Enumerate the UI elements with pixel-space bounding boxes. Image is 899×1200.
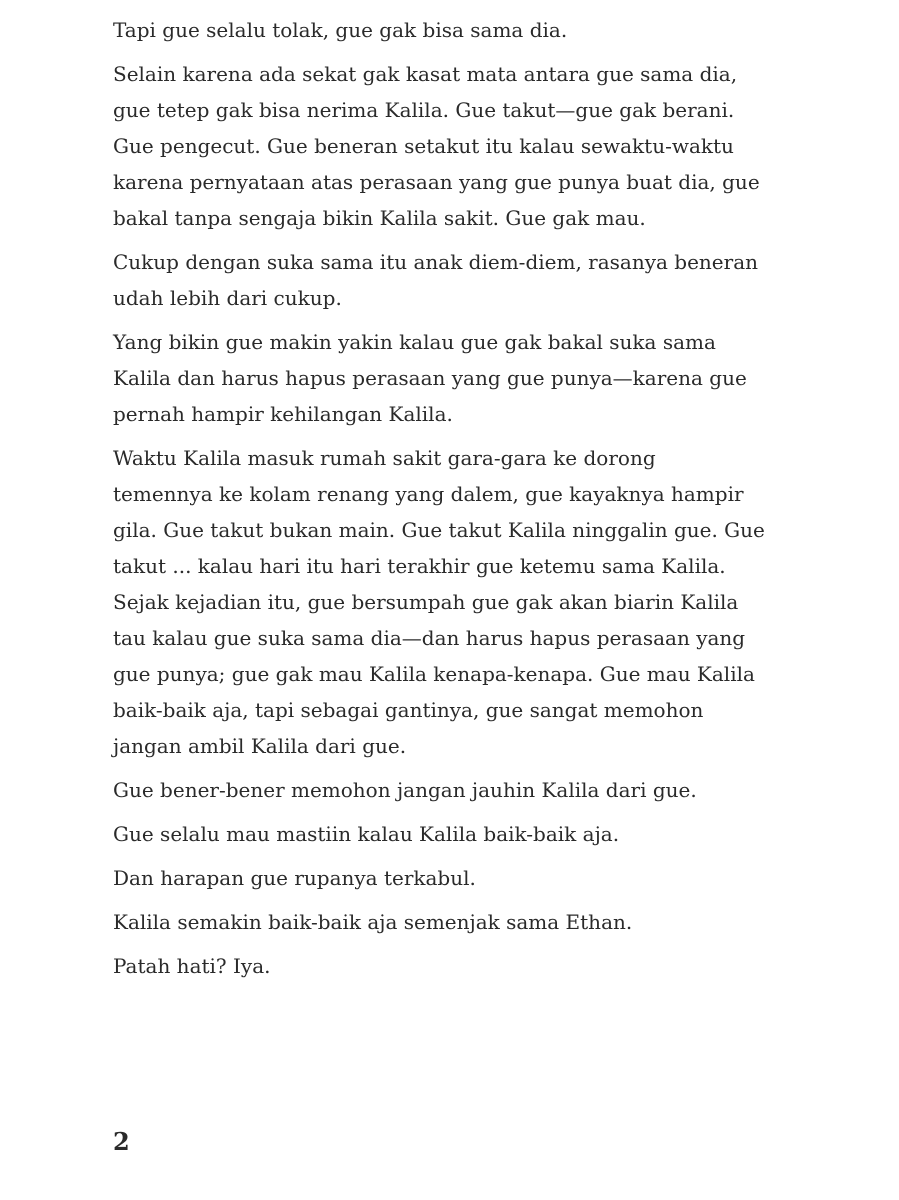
document-page bbox=[113, 12, 873, 992]
paragraph: Selain karena ada sekat gak kasat mata antara gue sama dia, gue tetep gak bisa nerima Kalila. Gue takut—gue gak berani. Gue pengecut. Gue beneran setakut itu kalau sewaktu-waktu karena pernyataan atas perasaan yang gue punya buat dia, gue bakal tanpa sengaja bikin Kalila sakit. Gue gak mau. bbox=[113, 62, 760, 230]
page-number: 2 bbox=[113, 1127, 130, 1156]
paragraph: Gue bener-bener memohon jangan jauhin Kalila dari gue. bbox=[113, 778, 697, 802]
paragraph: Dan harapan gue rupanya terkabul. bbox=[113, 866, 476, 890]
paragraph: Tapi gue selalu tolak, gue gak bisa sama dia. bbox=[113, 18, 568, 42]
paragraph: Cukup dengan suka sama itu anak diem-diem, rasanya beneran udah lebih dari cukup. bbox=[113, 250, 759, 310]
paragraph: Gue selalu mau mastiin kalau Kalila baik-baik aja. bbox=[113, 822, 620, 846]
paragraph: Patah hati? Iya. bbox=[113, 954, 271, 978]
paragraph: Kalila semakin baik-baik aja semenjak sama Ethan. bbox=[113, 910, 633, 934]
paragraph: Yang bikin gue makin yakin kalau gue gak bakal suka sama Kalila dan harus hapus perasaan yang gue punya—karena gue pernah hampir kehilangan Kalila. bbox=[113, 330, 747, 426]
paragraph: Waktu Kalila masuk rumah sakit gara-gara ke dorong temennya ke kolam renang yang dalem, gue kayaknya hampir gila. Gue takut bukan main. Gue takut Kalila ninggalin gue. Gue takut ... kalau hari itu hari terakhir gue ketemu sama Kalila. Sejak kejadian itu, gue bersumpah gue gak akan biarin Kalila tau kalau gue suka sama dia—dan harus hapus perasaan yang gue punya; gue gak mau Kalila kenapa-kenapa. Gue mau Kalila baik-baik aja, tapi sebagai gantinya, gue sangat memohon jangan ambil Kalila dari gue. bbox=[113, 446, 765, 758]
